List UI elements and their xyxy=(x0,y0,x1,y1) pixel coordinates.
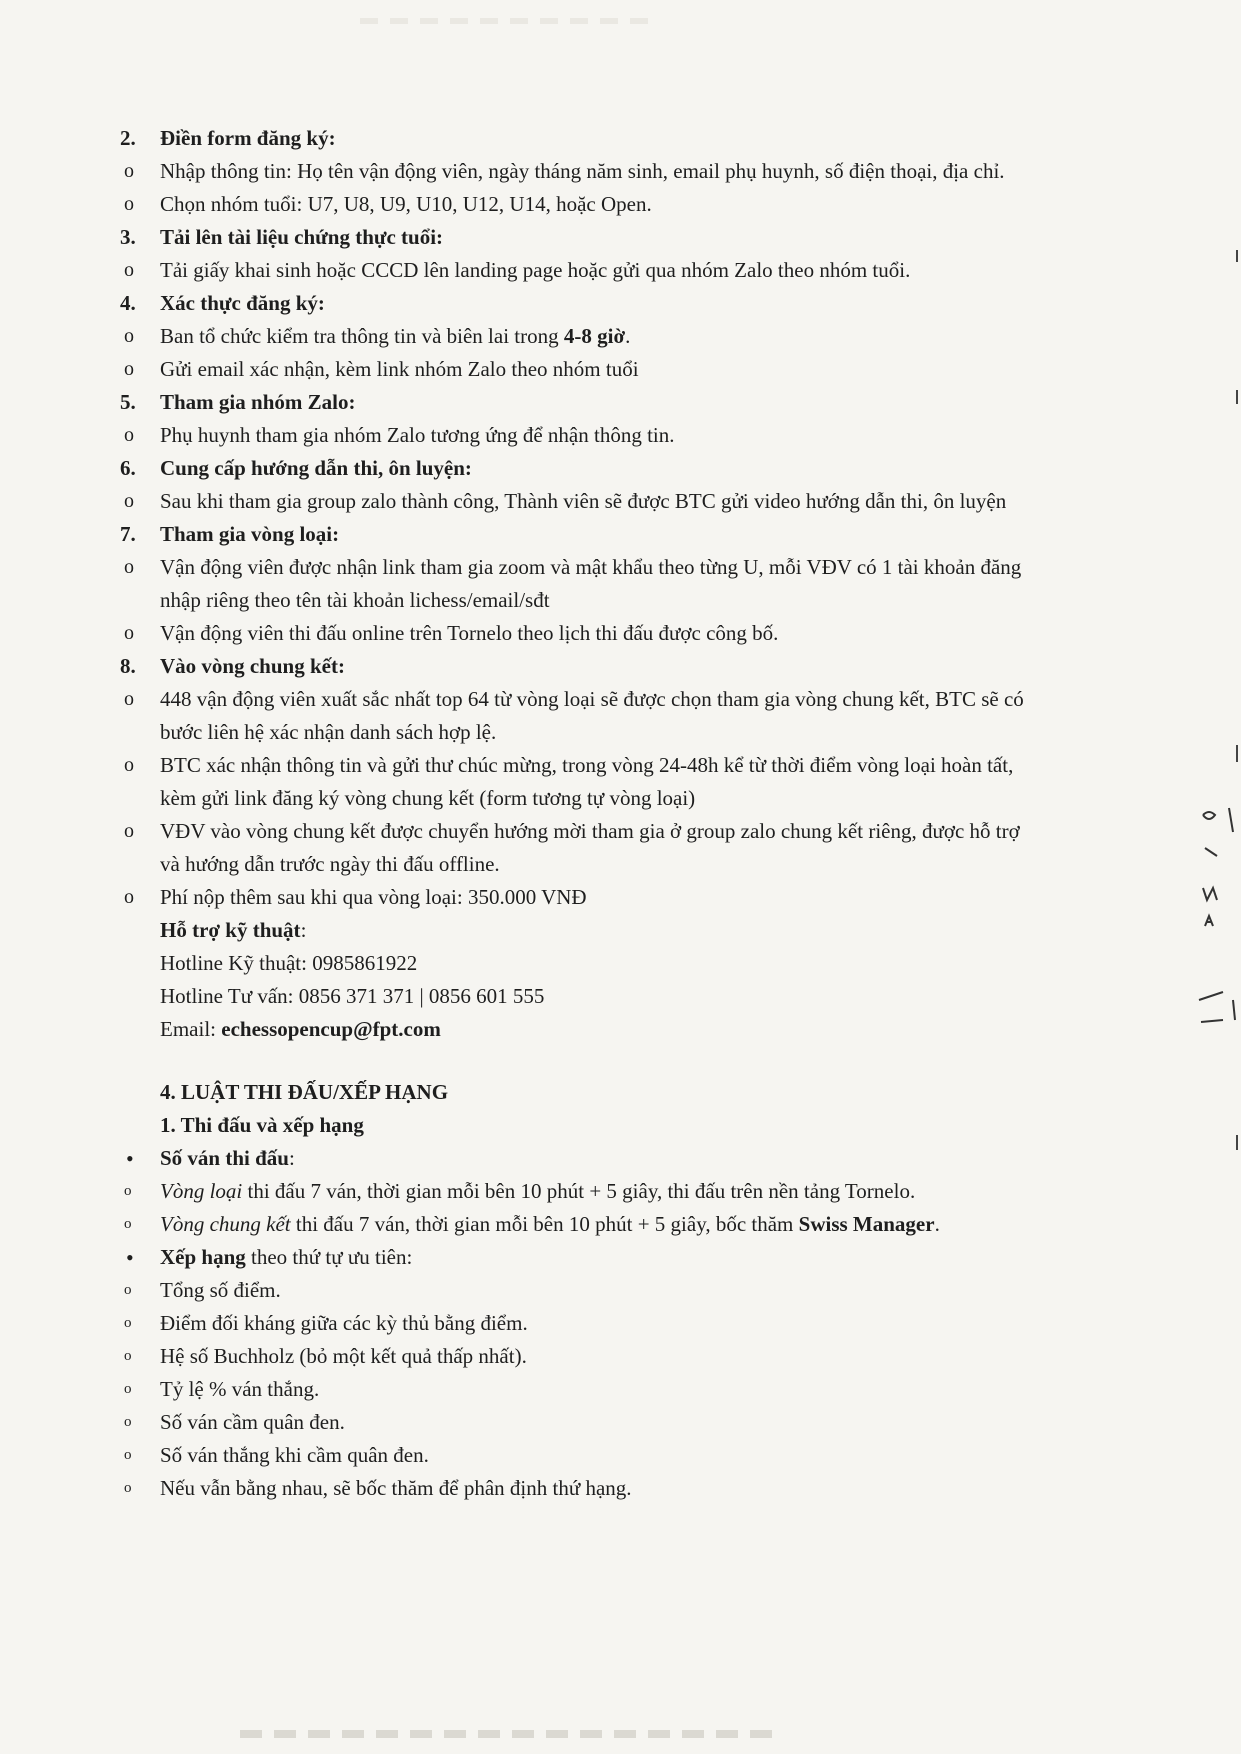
bullet-marker: o xyxy=(124,1447,132,1463)
games-suffix: : xyxy=(288,1146,295,1170)
support-line xyxy=(120,980,1130,1013)
bullet-marker: o xyxy=(124,886,134,908)
hotline-consult: Hotline Tư vấn: 0856 371 371 | 0856 601 555 xyxy=(160,984,545,1008)
email-address: echessopencup@fpt.com xyxy=(221,1017,441,1041)
bullet-marker: o xyxy=(124,1381,132,1397)
criteria-text: Hệ số Buchholz (bỏ một kết quả thấp nhất). xyxy=(160,1344,527,1368)
criteria-text: Số ván cầm quân đen. xyxy=(160,1410,345,1434)
bullet-marker: o xyxy=(124,193,134,215)
support-heading xyxy=(120,914,1130,947)
criteria-item xyxy=(120,1439,1130,1472)
list-item-text: 448 vận động viên xuất sắc nhất top 64 từ vòng loại sẽ được chọn tham gia vòng chung kết, BTC sẽ có xyxy=(160,687,1024,711)
stamp-fragment xyxy=(1233,1000,1235,1020)
stamp-fragment xyxy=(1203,888,1217,900)
step-number: 6. xyxy=(120,456,136,480)
list-item xyxy=(120,881,1130,914)
list-item-text: thi đấu 7 ván, thời gian mỗi bên 10 phút + 5 giây, bốc thăm xyxy=(290,1212,799,1236)
step-heading xyxy=(120,452,1130,485)
bullet-marker: • xyxy=(126,1146,134,1171)
list-item-text: Nhập thông tin: Họ tên vận động viên, ngày tháng năm sinh, email phụ huynh, số điện thoại, địa chỉ. xyxy=(160,159,1005,183)
bullet-marker: o xyxy=(124,1315,132,1331)
bullet-marker: o xyxy=(124,1414,132,1430)
step-number: 4. xyxy=(120,291,136,315)
list-item xyxy=(120,683,1130,716)
step-number: 5. xyxy=(120,390,136,414)
subsection-heading xyxy=(120,1109,1130,1142)
list-item-text: Phí nộp thêm sau khi qua vòng loại: 350.000 VNĐ xyxy=(160,885,587,909)
list-item xyxy=(120,320,1130,353)
bullet-marker: • xyxy=(126,1245,134,1270)
list-item-text: BTC xác nhận thông tin và gửi thư chúc mừng, trong vòng 24-48h kể từ thời điểm vòng loại hoàn tất, xyxy=(160,753,1014,777)
bullet-marker: o xyxy=(124,358,134,380)
section-gap xyxy=(120,1046,1130,1076)
list-item-text: kèm gửi link đăng ký vòng chung kết (form tương tự vòng loại) xyxy=(160,786,696,810)
bullet-marker: o xyxy=(124,325,134,347)
list-item-text: nhập riêng theo tên tài khoản lichess/email/sđt xyxy=(160,588,550,612)
support-line xyxy=(120,1013,1130,1046)
list-item xyxy=(120,155,1130,188)
bullet-marker: o xyxy=(124,1348,132,1364)
bullet-marker: o xyxy=(124,820,134,842)
bullet-marker: o xyxy=(124,1480,132,1496)
stamp-fragment xyxy=(1205,848,1217,856)
highlight-duration: 4-8 giờ xyxy=(563,324,626,348)
list-item xyxy=(120,1142,1130,1175)
ranking-text: theo thứ tự ưu tiên: xyxy=(245,1245,413,1269)
criteria-text: Điểm đối kháng giữa các kỳ thủ bằng điểm. xyxy=(160,1311,528,1335)
criteria-item xyxy=(120,1307,1130,1340)
section-heading xyxy=(120,1076,1130,1109)
bullet-marker: o xyxy=(124,622,134,644)
list-item-continuation xyxy=(120,782,1130,815)
list-item-text: Sau khi tham gia group zalo thành công, Thành viên sẽ được BTC gửi video hướng dẫn thi, ôn luyện xyxy=(160,489,1007,513)
step-number: 7. xyxy=(120,522,136,546)
list-item-text: . xyxy=(934,1212,940,1236)
step-number: 3. xyxy=(120,225,136,249)
criteria-text: Nếu vẫn bằng nhau, sẽ bốc thăm để phân định thứ hạng. xyxy=(160,1476,632,1500)
bullet-marker: o xyxy=(124,1216,132,1232)
criteria-item xyxy=(120,1406,1130,1439)
list-item-text: VĐV vào vòng chung kết được chuyển hướng mời tham gia ở group zalo chung kết riêng, được hỗ trợ xyxy=(160,819,1020,843)
list-item-text: Chọn nhóm tuổi: U7, U8, U9, U10, U12, U14, hoặc Open. xyxy=(160,192,652,216)
stamp-fragment xyxy=(1203,812,1215,819)
step-title: Điền form đăng ký: xyxy=(160,126,336,150)
step-title: Tham gia nhóm Zalo: xyxy=(160,390,356,414)
stamp-fragment xyxy=(1199,992,1223,1000)
criteria-item xyxy=(120,1472,1130,1505)
list-item-text: và hướng dẫn trước ngày thi đấu offline. xyxy=(160,852,500,876)
step-heading xyxy=(120,122,1130,155)
bullet-marker: o xyxy=(124,1183,132,1199)
step-title: Tải lên tài liệu chứng thực tuổi: xyxy=(160,225,444,249)
scan-smudge-top xyxy=(360,18,660,24)
list-item-text: Gửi email xác nhận, kèm link nhóm Zalo theo nhóm tuổi xyxy=(160,357,639,381)
round-name: Vòng loại xyxy=(160,1179,243,1203)
step-number: 2. xyxy=(120,126,136,150)
bullet-marker: o xyxy=(124,424,134,446)
list-item-text: Ban tổ chức kiểm tra thông tin và biên lai trong xyxy=(160,324,564,348)
list-item xyxy=(120,1208,1130,1241)
list-item-text: Phụ huynh tham gia nhóm Zalo tương ứng để nhận thông tin. xyxy=(160,423,675,447)
support-title: Hỗ trợ kỹ thuật xyxy=(160,918,301,942)
list-item-text: Tải giấy khai sinh hoặc CCCD lên landing page hoặc gửi qua nhóm Zalo theo nhóm tuổi. xyxy=(160,258,911,282)
margin-annotation-marks xyxy=(1181,0,1241,1754)
list-item xyxy=(120,1241,1130,1274)
step-number: 8. xyxy=(120,654,136,678)
bullet-marker: o xyxy=(124,1282,132,1298)
criteria-text: Số ván thắng khi cầm quân đen. xyxy=(160,1443,429,1467)
bullet-marker: o xyxy=(124,688,134,710)
scan-smudge-bottom xyxy=(240,1730,780,1738)
list-item xyxy=(120,617,1130,650)
step-heading xyxy=(120,287,1130,320)
step-title: Xác thực đăng ký: xyxy=(160,291,325,315)
list-item xyxy=(120,254,1130,287)
step-title: Tham gia vòng loại: xyxy=(160,522,340,546)
step-heading xyxy=(120,518,1130,551)
step-title: Vào vòng chung kết: xyxy=(160,654,345,678)
round-name: Vòng chung kết xyxy=(160,1212,291,1236)
list-item xyxy=(120,815,1130,848)
criteria-item xyxy=(120,1340,1130,1373)
ranking-label: Xếp hạng xyxy=(160,1245,246,1269)
list-item xyxy=(120,485,1130,518)
step-title: Cung cấp hướng dẫn thi, ôn luyện: xyxy=(160,456,472,480)
list-item xyxy=(120,749,1130,782)
list-item xyxy=(120,1175,1130,1208)
bullet-marker: o xyxy=(124,754,134,776)
list-item-continuation xyxy=(120,848,1130,881)
support-title-suffix: : xyxy=(300,918,307,942)
bullet-marker: o xyxy=(124,490,134,512)
bullet-marker: o xyxy=(124,259,134,281)
list-item-continuation xyxy=(120,584,1130,617)
list-item-continuation xyxy=(120,716,1130,749)
criteria-item xyxy=(120,1274,1130,1307)
criteria-text: Tỷ lệ % ván thắng. xyxy=(160,1377,320,1401)
email-label: Email: xyxy=(160,1017,222,1041)
games-label: Số ván thi đấu xyxy=(160,1146,289,1170)
bullet-marker: o xyxy=(124,160,134,182)
criteria-item xyxy=(120,1373,1130,1406)
criteria-text: Tổng số điểm. xyxy=(160,1278,281,1302)
list-item xyxy=(120,353,1130,386)
stamp-fragment xyxy=(1205,916,1213,926)
bullet-marker: o xyxy=(124,556,134,578)
stamp-fragment xyxy=(1201,1020,1223,1022)
section-title: 4. LUẬT THI ĐẤU/XẾP HẠNG xyxy=(160,1080,449,1104)
subsection-title: 1. Thi đấu và xếp hạng xyxy=(160,1113,364,1137)
stamp-fragment xyxy=(1229,808,1233,832)
list-item-text: bước liên hệ xác nhận danh sách hợp lệ. xyxy=(160,720,497,744)
step-heading xyxy=(120,650,1130,683)
step-heading xyxy=(120,221,1130,254)
list-item-text: Vận động viên được nhận link tham gia zoom và mật khẩu theo từng U, mỗi VĐV có 1 tài khoản đăng xyxy=(160,555,1022,579)
list-item xyxy=(120,419,1130,452)
hotline-tech: Hotline Kỹ thuật: 0985861922 xyxy=(160,951,418,975)
list-item-text: Vận động viên thi đấu online trên Tornelo theo lịch thi đấu được công bố. xyxy=(160,621,779,645)
document-body xyxy=(120,122,1130,1505)
swiss-manager-text: Swiss Manager xyxy=(798,1212,935,1236)
list-item xyxy=(120,551,1130,584)
list-item-text: thi đấu 7 ván, thời gian mỗi bên 10 phút + 5 giây, thi đấu trên nền tảng Tornelo. xyxy=(242,1179,916,1203)
step-heading xyxy=(120,386,1130,419)
list-item xyxy=(120,188,1130,221)
support-line xyxy=(120,947,1130,980)
list-item-text: . xyxy=(625,324,631,348)
